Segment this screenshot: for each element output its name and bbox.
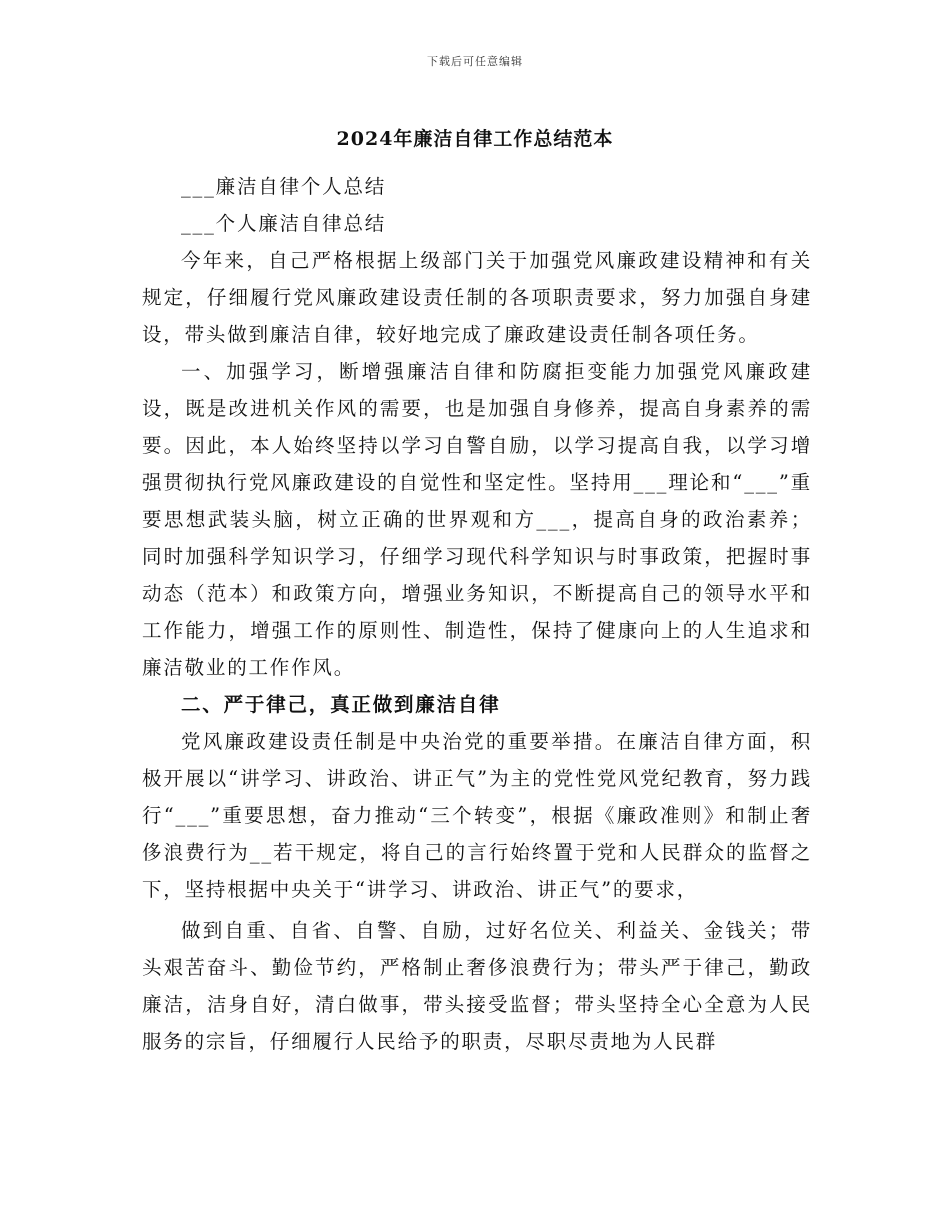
document-title: 2024年廉洁自律工作总结范本 xyxy=(336,128,614,150)
header-note: 下载后可任意编辑 xyxy=(427,55,523,68)
section-one-paragraph: 一、加强学习，断增强廉洁自律和防腐拒变能力加强党风廉政建设，既是改进机关作风的需要，也是加强自身修养，提高自身素养的需要。因此，本人始终坚持以学习自警自励，以学习提高自我，以学习增强贯彻执行党风廉政建设的自觉性和坚定性。坚持用___理论和“___”重要思想武装头脑，树立正确的世界观和方___，提高自身的政治素养；同时加强科学知识学习，仔细学习现代科学知识与时事政策，把握时事动态（范本）和政策方向，增强业务知识，不断提高自己的领导水平和工作能力，增强工作的原则性、制造性，保持了健康向上的人生追求和廉洁敬业的工作作风。 xyxy=(142,360,812,679)
section-two-heading: 二、严于律己，真正做到廉洁自律 xyxy=(181,693,501,716)
section-two-continuation: 做到自重、自省、自警、自励，过好名位关、利益关、金钱关；带头艰苦奋斗、勤俭节约，严格制止奢侈浪费行为；带头严于律己，勤政廉洁，洁身自好，清白做事，带头接受监督；带头坚持全心全意为人民服务的宗旨，仔细履行人民给予的职责，尽职尽责地为人民群 xyxy=(142,919,812,1053)
document-body xyxy=(142,168,812,1060)
subtitle-line-2: ___个人廉洁自律总结 xyxy=(181,212,387,235)
section-two-paragraph: 党风廉政建设责任制是中央治党的重要举措。在廉洁自律方面，积极开展以“讲学习、讲政治、讲正气”为主的党性党风党纪教育，努力践行“___”重要思想，奋力推动“三个转变”，根据《廉政准则》和制止奢侈浪费行为__若干规定，将自己的言行始终置于党和人民群众的监督之下，坚持根据中央关于“讲学习、讲政治、讲正气”的要求， xyxy=(142,730,812,901)
subtitle-line-1: ___廉洁自律个人总结 xyxy=(181,175,387,198)
intro-paragraph: 今年来，自己严格根据上级部门关于加强党风廉政建设精神和有关规定，仔细履行党风廉政建设责任制的各项职责要求，努力加强自身建设，带头做到廉洁自律，较好地完成了廉政建设责任制各项任务。 xyxy=(142,249,812,346)
